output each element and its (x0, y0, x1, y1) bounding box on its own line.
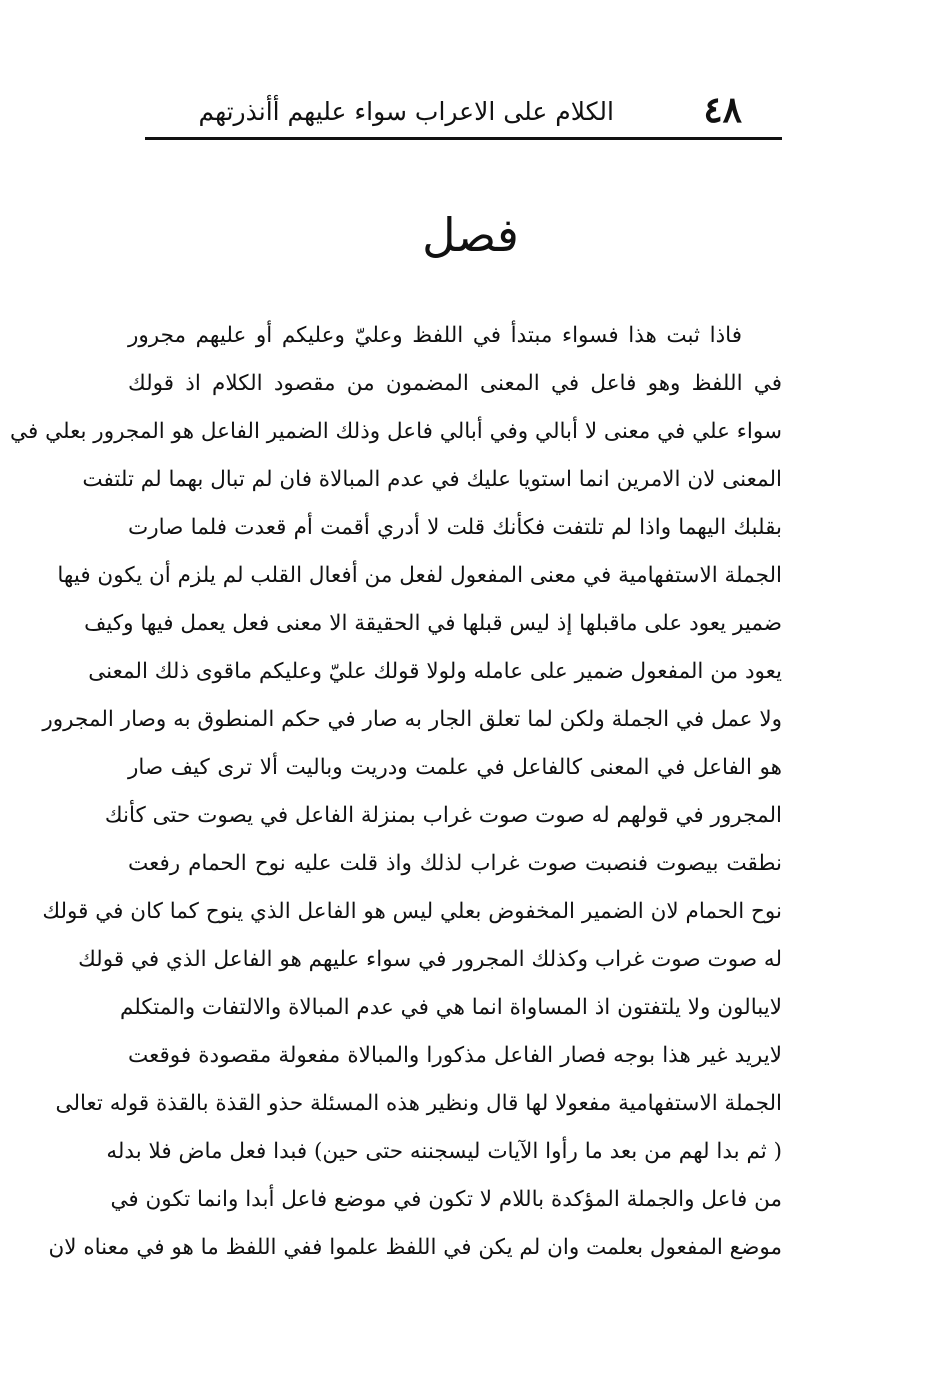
text-line: ضمير يعود على ماقبلها إذ ليس قبلها في الحقيقة الا معنى فعل يعمل فيها وكيف (84, 611, 782, 636)
text-line: بقلبك اليهما واذا لم تلتفت فكأنك قلت لا أدري أقمت أم قعدت فلما صارت (128, 515, 782, 540)
text-line: نطقت بيصوت فنصبت صوت غراب لذلك واذ قلت عليه نوح الحمام رفعت (128, 851, 782, 876)
text-line: فاذا ثبت هذا فسواء مبتدأ في اللفظ وعليّ وعليكم أو عليهم مجرور (128, 323, 742, 348)
text-line: المعنى لان الامرين انما استويا عليك في عدم المبالاة فان لم تبال بهما لم تلتفت (82, 467, 782, 492)
text-line: المجرور في قولهم له صوت صوت غراب بمنزلة الفاعل في يصوت حتى كأنك (104, 803, 782, 828)
text-line: هو الفاعل في المعنى كالفاعل في علمت ودريت وباليت ألا ترى كيف صار (128, 755, 782, 780)
text-line: الجملة الاستفهامية مفعولا لها قال ونظير هذه المسئلة حذو القذة بالقذة قوله تعالى (55, 1091, 782, 1116)
text-line: الجملة الاستفهامية في معنى المفعول لفعل من أفعال القلب لم يلزم أن يكون فيها (57, 563, 782, 588)
text-line: يعود من المفعول ضمير على عامله ولولا قولك عليّ وعليكم ماقوى ذلك المعنى (88, 659, 782, 684)
text-line: له صوت صوت غراب وكذلك المجرور في سواء عليهم هو الفاعل الذي في قولك (78, 947, 782, 972)
text-line: ( ثم بدا لهم من بعد ما رأوا الآيات ليسجننه حتى حين) فبدا فعل ماض فلا بدله (106, 1139, 782, 1164)
section-title: فصل (422, 208, 519, 262)
body-text (10, 312, 782, 1272)
text-line: من فاعل والجملة المؤكدة باللام لا تكون في موضع فاعل أبدا وانما تكون في (110, 1187, 782, 1212)
text-line: في اللفظ وهو فاعل في المعنى المضمون من مقصود الكلام اذ قولك (128, 371, 782, 396)
page-header (145, 86, 782, 136)
running-title: الكلام على الاعراب سواء عليهم أأنذرتهم (198, 97, 614, 126)
page-number: ٤٨ (703, 89, 742, 131)
text-line: نوح الحمام لان الضمير المخفوض بعلي ليس هو الفاعل الذي ينوح كما كان في قولك (42, 899, 782, 924)
text-line: لايريد غير هذا بوجه فصار الفاعل مذكورا والمبالاة مفعولة مقصودة فوقعت (128, 1043, 782, 1068)
text-line: سواء علي في معنى لا أبالي وفي أبالي فاعل وذلك الضمير الفاعل هو المجرور بعلي في (10, 419, 782, 444)
text-line: لايبالون ولا يلتفتون اذ المساواة انما هي في عدم المبالاة والالتفات والمتكلم (119, 995, 782, 1020)
text-line: ولا عمل في الجملة ولكن لما تعلق الجار به صار في حكم المنطوق به وصار المجرور (42, 707, 782, 732)
text-line: موضع المفعول بعلمت وان لم يكن في اللفظ علموا ففي اللفظ ما هو في معناه لان (48, 1235, 782, 1260)
header-rule (145, 137, 782, 140)
